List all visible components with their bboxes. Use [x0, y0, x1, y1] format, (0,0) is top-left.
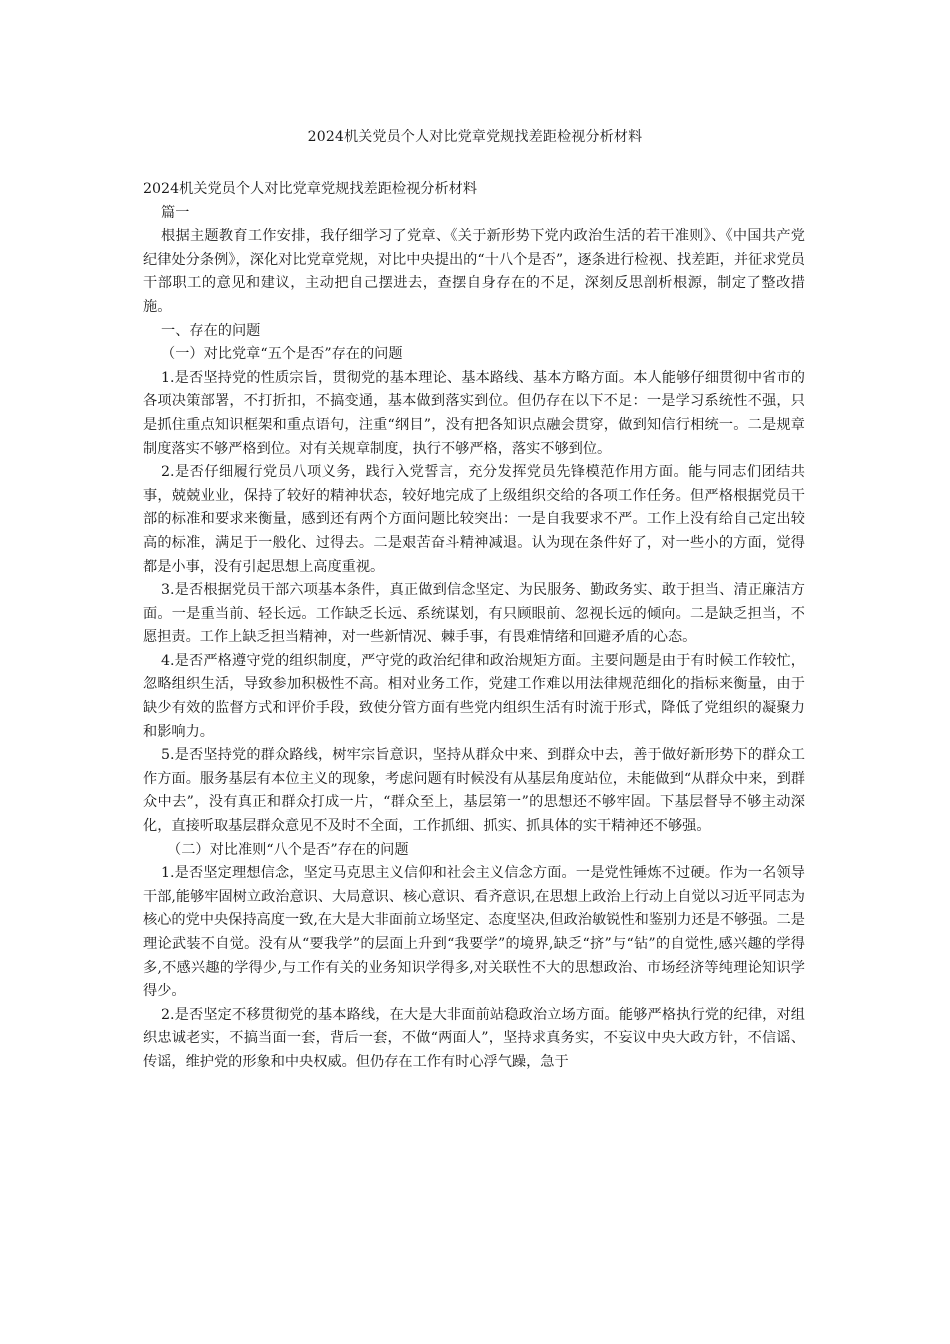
body-paragraph: 4.是否严格遵守党的组织制度，严守党的政治纪律和政治规矩方面。主要问题是由于有时候工作较忙，忽略组织生活，导致参加积极性不高。相对业务工作，党建工作难以用法律规范细化的指标来衡量，由于缺少有效的监督方式和评价手段，致使分管方面有些党内组织生活有时流于形式，降低了党组织的凝聚力和影响力。: [143, 652, 805, 740]
body-paragraph: 3.是否根据党员干部六项基本条件，真正做到信念坚定、为民服务、勤政务实、敢于担当、清正廉洁方面。一是重当前、轻长远。工作缺乏长远、系统谋划，有只顾眼前、忽视长远的倾向。二是缺乏担当，不愿担责。工作上缺乏担当精神，对一些新情况、棘手事，有畏难情绪和回避矛盾的心态。: [143, 582, 805, 646]
body-paragraph: 1.是否坚持党的性质宗旨，贯彻党的基本理论、基本路线、基本方略方面。本人能够仔细贯彻中省市的各项决策部署，不打折扣，不搞变通，基本做到落实到位。但仍存在以下不足：一是学习系统性不强，只是抓住重点知识框架和重点语句，注重“纲目”，没有把各知识点融会贯穿，做到知信行相统一。二是规章制度落实不够严格到位。对有关规章制度，执行不够严格，落实不够到位。: [143, 369, 805, 457]
section-heading: 一、存在的问题: [161, 322, 261, 339]
body-paragraph: 5.是否坚持党的群众路线，树牢宗旨意识，坚持从群众中来、到群众中去，善于做好新形势下的群众工作方面。服务基层有本位主义的现象，考虑问题有时候没有从基层角度站位，未能做到“从群众中来，到群众中去”，没有真正和群众打成一片，“群众至上，基层第一”的思想还不够牢固。下基层督导不够主动深化，直接听取基层群众意见不及时不全面，工作抓细、抓实、抓具体的实干精神还不够强。: [143, 747, 805, 835]
subsection-heading: （二）对比准则“八个是否”存在的问题: [167, 841, 409, 858]
body-heading: 2024机关党员个人对比党章党规找差距检视分析材料: [143, 181, 478, 197]
body-paragraph: 2.是否仔细履行党员八项义务，践行入党誓言，充分发挥党员先锋模范作用方面。能与同志们团结共事，兢兢业业，保持了较好的精神状态，较好地完成了上级组织交给的各项工作任务。但严格根据党员干部的标准和要求来衡量，感到还有两个方面问题比较突出：一是自我要求不严。工作上没有给自己定出较高的标准，满足于一般化、过得去。二是艰苦奋斗精神减退。认为现在条件好了，对一些小的方面，觉得都是小事，没有引起思想上高度重视。: [143, 464, 805, 575]
document-body: [143, 178, 805, 1075]
section-label: 篇一: [161, 204, 190, 221]
intro-paragraph: 根据主题教育工作安排，我仔细学习了党章、《关于新形势下党内政治生活的若干准则》、《中国共产党纪律处分条例》，深化对比党章党规，对比中央提出的“十八个是否”，逐条进行检视、找差距，并征求党员干部职工的意见和建议，主动把自己摆进去，查摆自身存在的不足，深刻反思剖析根源，制定了整改措施。: [143, 228, 805, 315]
page-title: 2024机关党员个人对比党章党规找差距检视分析材料: [307, 129, 643, 145]
subsection-heading: （一）对比党章“五个是否”存在的问题: [161, 346, 403, 363]
body-paragraph: 2.是否坚定不移贯彻党的基本路线，在大是大非面前站稳政治立场方面。能够严格执行党的纪律，对组织忠诚老实，不搞当面一套，背后一套，不做“两面人”，坚持求真务实，不妄议中央大政方针，不信谣、传谣，维护党的形象和中央权威。但仍存在工作有时心浮气躁，急于: [143, 1006, 805, 1070]
body-paragraph: 1.是否坚定理想信念，坚定马克思主义信仰和社会主义信念方面。一是党性锤炼不过硬。作为一名领导干部,能够牢固树立政治意识、大局意识、核心意识、看齐意识,在思想上政治上行动上自觉以习近平同志为核心的党中央保持高度一致,在大是大非面前立场坚定、态度坚决,但政治敏锐性和鉴别力还是不够强。二是理论武装不自觉。没有从“要我学”的层面上升到“我要学”的境界,缺乏“挤”与“钻”的自觉性,感兴趣的学得多,不感兴趣的学得少,与工作有关的业务知识学得多,对关联性不大的思想政治、市场经济等纯理论知识学得少。: [143, 865, 805, 1000]
